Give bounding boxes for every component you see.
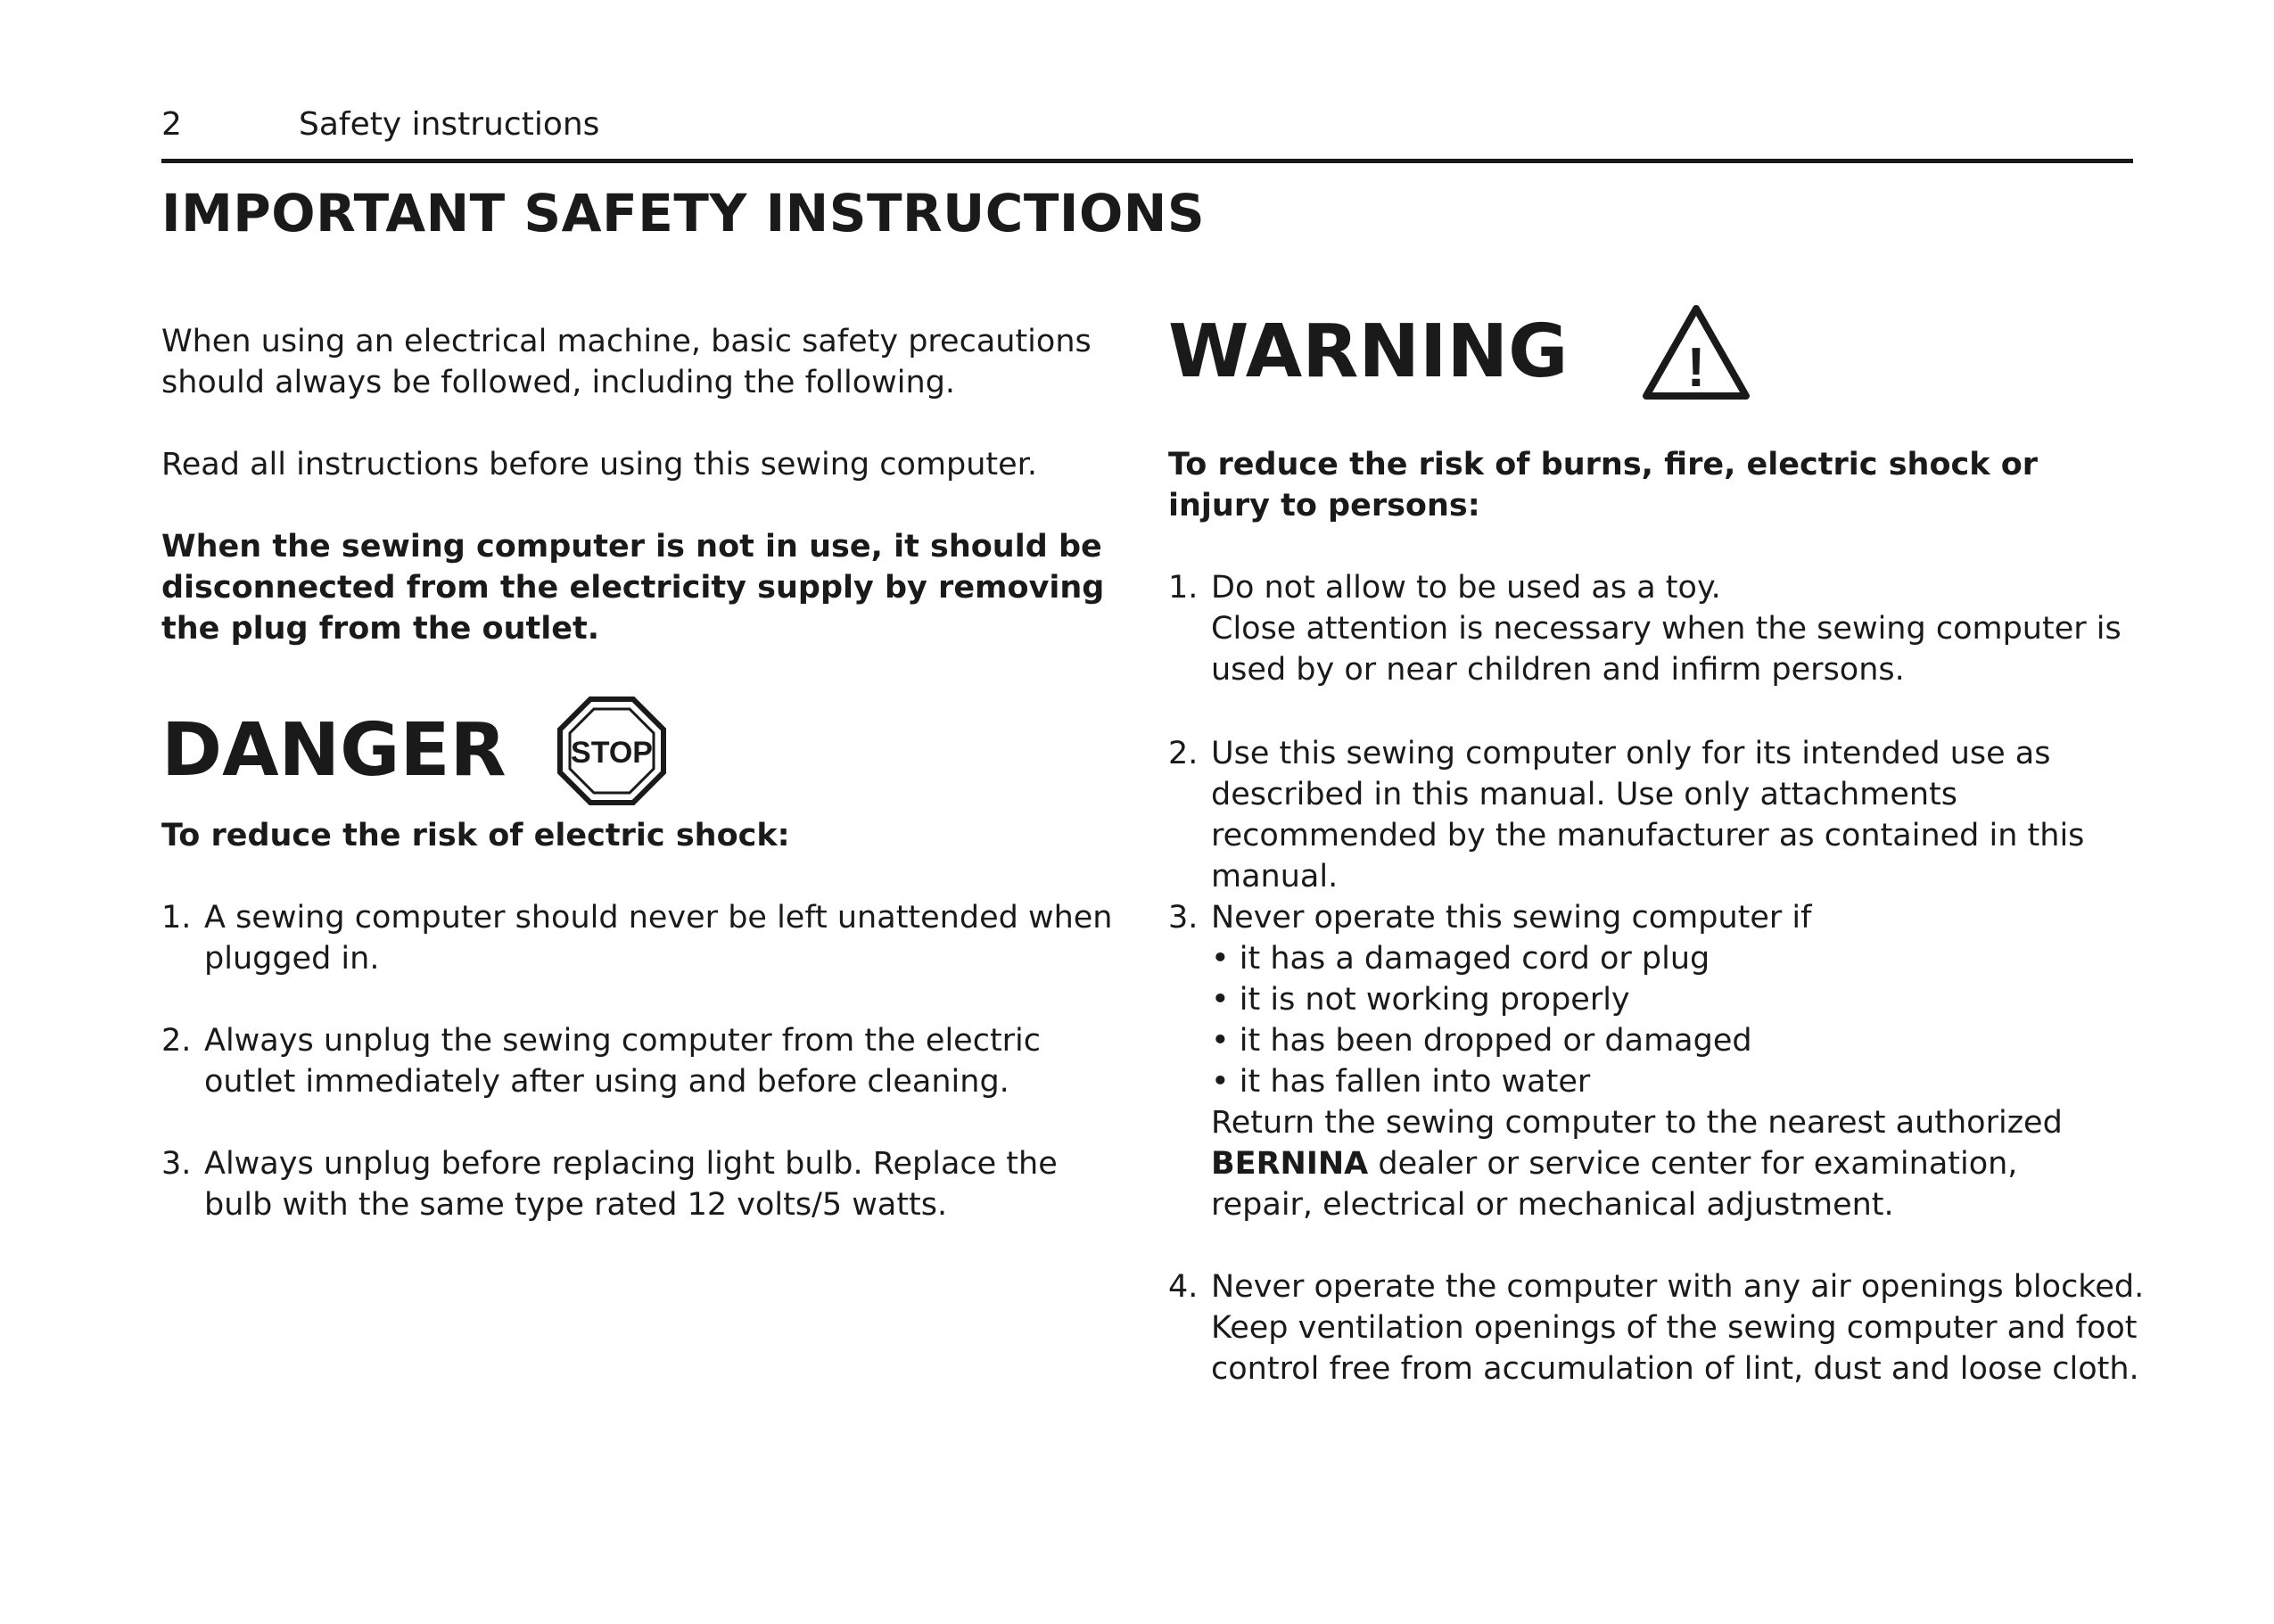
item-text: Always unplug before replacing light bulb. Replace the bulb with the same type rated 12 volts/5 watts. — [204, 1146, 1058, 1223]
warning-item-4 — [1168, 1266, 2149, 1389]
warning-heading: WARNING — [1168, 309, 1569, 394]
danger-block — [161, 696, 667, 806]
warning-item-2 — [1168, 733, 2149, 897]
intro-paragraph: When using an electrical machine, basic safety precautions should always be followed, including the following. — [161, 324, 1092, 400]
danger-item-3 — [161, 1143, 1098, 1225]
warning-subheading: To reduce the risk of burns, fire, electric shock or injury to persons: — [1168, 447, 2039, 523]
warning-item-1 — [1168, 567, 2149, 690]
item-text: Always unplug the sewing computer from the electric outlet immediately after using and before cleaning. — [204, 1023, 1042, 1100]
danger-subheading: To reduce the risk of electric shock: — [161, 818, 790, 853]
disconnect-note: When the sewing computer is not in use, it should be disconnected from the electricity supply by removing the plug from the outlet. — [161, 529, 1105, 647]
section-title: Safety instructions — [299, 106, 600, 143]
page-number: 2 — [161, 106, 182, 143]
bullet-item: • it is not working properly — [1211, 982, 1630, 1018]
item-number: 1. — [1168, 570, 1199, 606]
item-line: Do not allow to be used as a toy. — [1211, 570, 1721, 606]
warning-icon-text: ! — [1687, 337, 1706, 399]
item-line: Never operate this sewing computer if — [1211, 900, 1812, 936]
bullet-item: • it has a damaged cord or plug — [1211, 941, 1710, 977]
page-header — [161, 105, 2133, 163]
brand-name: BERNINA — [1211, 1146, 1369, 1182]
item-number: 3. — [1168, 900, 1199, 936]
item-number: 3. — [161, 1146, 192, 1182]
item-number: 4. — [1168, 1269, 1199, 1305]
return-text: dealer or service center for examination, repair, electrical or mechanical adjustment. — [1211, 1146, 2018, 1223]
danger-item-2 — [161, 1020, 1125, 1102]
item-line: Close attention is necessary when the sewing computer is used by or near children and infirm persons. — [1211, 611, 2122, 688]
stop-sign-icon — [556, 696, 667, 806]
danger-item-1 — [161, 897, 1125, 979]
item-text: A sewing computer should never be left unattended when plugged in. — [204, 900, 1113, 977]
stop-sign-text: STOP — [570, 736, 653, 770]
item-line: Return the sewing computer to the nearest authorized — [1211, 1105, 2063, 1141]
warning-item-3 — [1168, 897, 2149, 1225]
read-all-paragraph: Read all instructions before using this sewing computer. — [161, 447, 1037, 482]
danger-heading: DANGER — [161, 708, 507, 793]
warning-triangle-icon — [1641, 303, 1751, 401]
item-number: 2. — [1168, 736, 1199, 771]
item-number: 2. — [161, 1023, 192, 1059]
return-line — [1211, 1143, 2085, 1225]
page-title: IMPORTANT SAFETY INSTRUCTIONS — [161, 183, 1206, 243]
item-text: Never operate the computer with any air openings blocked. Keep ventilation openings of the sewing computer and foot control free from accumulation of lint, dust and loose cloth. — [1211, 1269, 2145, 1387]
item-number: 1. — [161, 900, 192, 936]
bullet-item: • it has been dropped or damaged — [1211, 1023, 1752, 1059]
bullet-item: • it has fallen into water — [1211, 1064, 1591, 1100]
warning-block — [1168, 303, 1751, 401]
item-text: Use this sewing computer only for its intended use as described in this manual. Use only attachments recommended by the manufacturer as contained in this manual. — [1211, 736, 2085, 894]
